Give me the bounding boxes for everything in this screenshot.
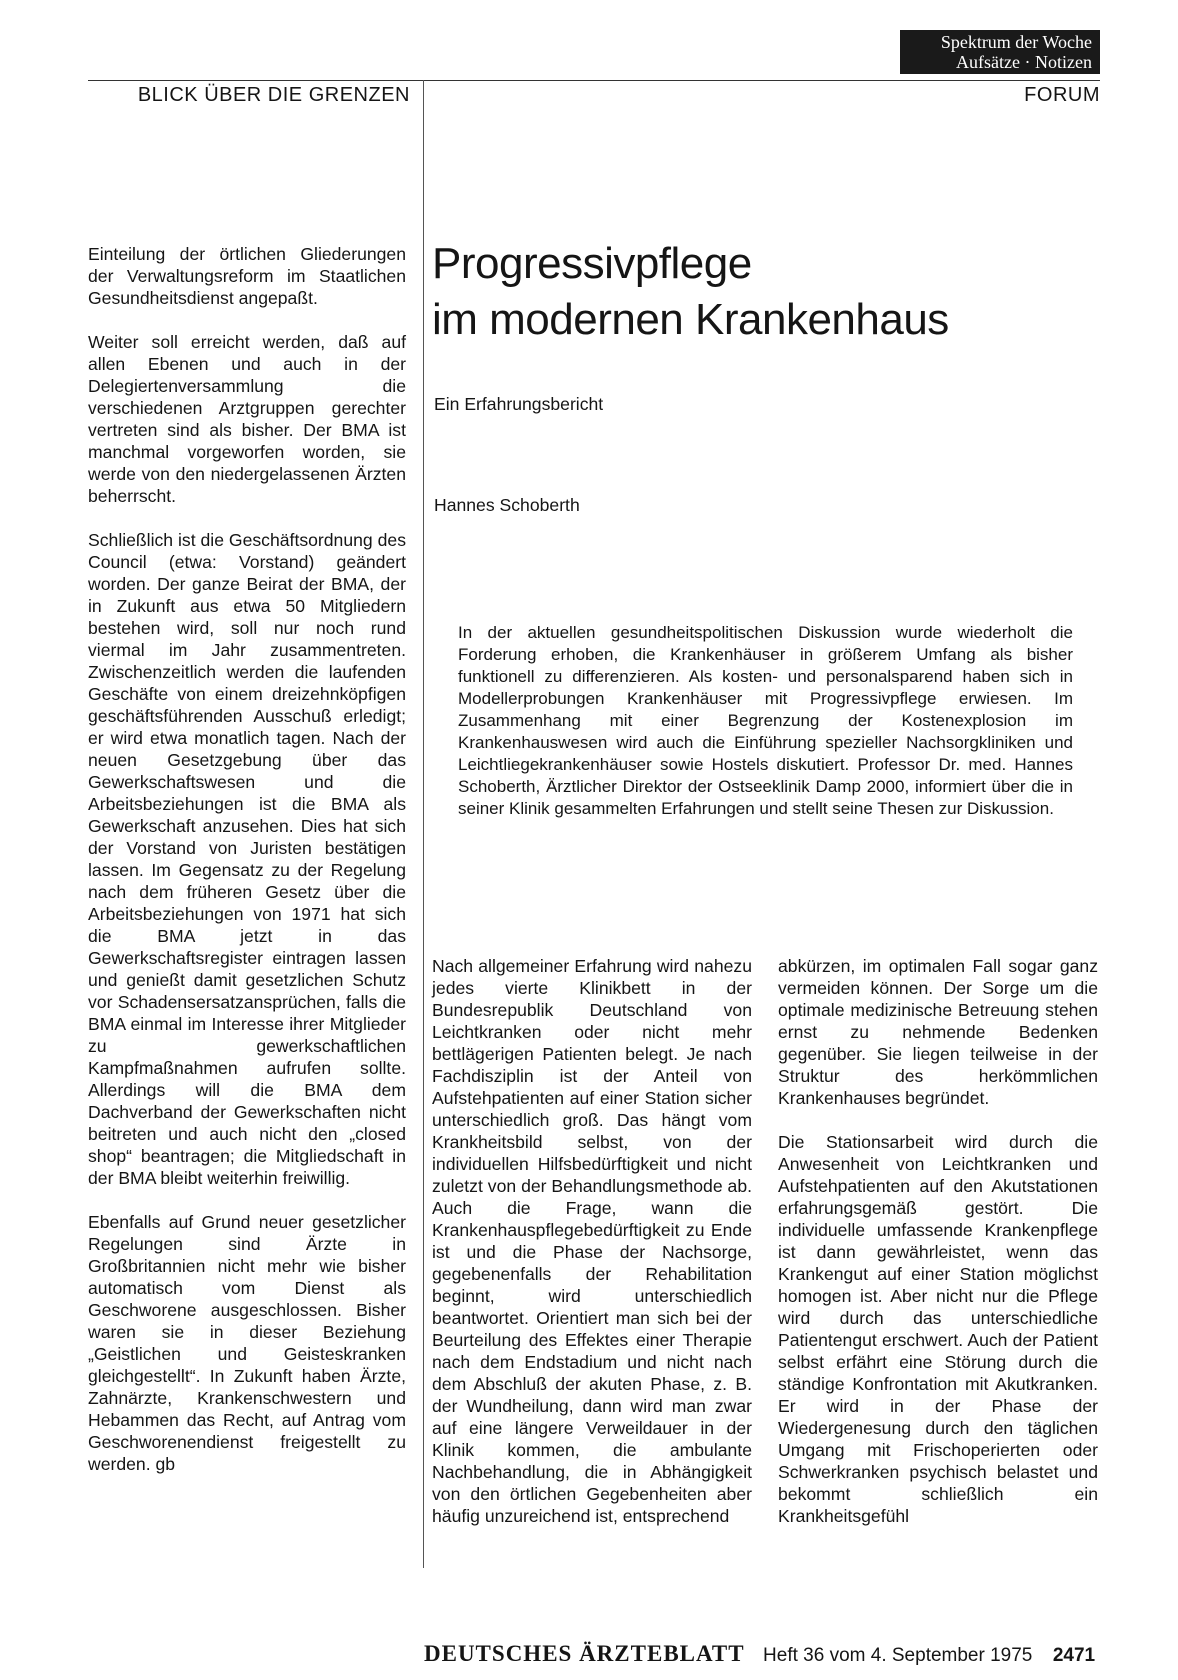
- title-line-2: im modernen Krankenhaus: [432, 295, 949, 344]
- publication-name: DEUTSCHES ÄRZTEBLATT: [424, 1641, 745, 1666]
- left-paragraph: Schließlich ist die Geschäftsordnung des Council (etwa: Vorstand) geändert worden. Der ganze Beirat der BMA, der in Zukunft aus etwa 50 Mitgliedern bestehen wird, soll nur noch rund viermal im Jahr zusammentreten. Zwischenzeitlich werden die laufenden Geschäfte von einem dreizehnköpfigen geschäftsführenden Ausschuß erledigt; er wird etwa monatlich tagen. Nach der neuen Gesetzgebung über das Gewerkschaftswesen und die Arbeitsbeziehungen ist die BMA als Gewerkschaft anzusehen. Dies hat sich der Vorstand von Juristen bestätigen lassen. Im Gegensatz zu der Regelung nach dem früheren Gesetz über die Arbeitsbeziehungen von 1971 hat sich die BMA jetzt in das Gewerkschaftsregister eintragen lassen und genießt damit gesetzlichen Schutz vor Schadensersatzansprüchen, falls die BMA einmal im Interesse ihrer Mitglieder zu gewerkschaftlichen Kampfmaßnahmen aufrufen sollte. Allerdings will die BMA dem Dachverband der Gewerkschaften nicht beitreten und auch nicht den „closed shop“ beantragen; die Mitgliedschaft in der BMA bleibt weiterhin freiwillig.: [88, 530, 406, 1188]
- badge-line-2: Aufsätze · Notizen: [956, 52, 1092, 72]
- body-paragraph: abkürzen, im optimalen Fall sogar ganz vermeiden können. Der Sorge um die optimale medizinische Betreuung stehen ernst zu nehmende Bedenken gegenüber. Sie liegen teilweise in der Struktur des herkömmlichen Krankenhauses begründet.: [778, 956, 1098, 1108]
- body-column-middle: [432, 955, 752, 1549]
- badge-line-1: Spektrum der Woche: [940, 32, 1092, 52]
- header-rule: [88, 80, 1100, 81]
- body-paragraph: Nach allgemeiner Erfahrung wird nahezu jedes vierte Klinikbett in der Bundesrepublik Deutschland von Leichtkranken oder nicht mehr bettlägerigen Patienten belegt. Je nach Fachdisziplin ist der Anteil von Aufstehpatienten auf einer Station sicher unterschiedlich groß. Das hängt vom Krankheitsbild selbst, von der individuellen Hilfsbedürftigkeit und nicht zuletzt von der Behandlungsmethode ab. Auch die Frage, wann die Krankenhauspflegebedürftigkeit zu Ende ist und die Phase der Nachsorge, gegebenenfalls der Rehabilitation beginnt, wird unterschiedlich beantwortet. Orientiert man sich bei der Beurteilung des Effektes einer Therapie nach dem Endstadium und nicht nach dem Abschluß der akuten Phase, z. B. der Wundheilung, dann wird man zwar auf eine längere Verweildauer in der Klinik kommen, die ambulante Nachbehandlung, die in Abhängigkeit von den örtlichen Gegebenheiten aber häufig unzureichend ist, entsprechend: [432, 956, 752, 1526]
- column-divider: [423, 80, 424, 1568]
- section-badge: [900, 30, 1100, 74]
- page-footer: [424, 1641, 1100, 1677]
- left-paragraph: Weiter soll erreicht werden, daß auf allen Ebenen und auch in der Delegiertenversammlung die verschiedenen Arztgruppen gerechter vertreten sind als bisher. Der BMA ist manchmal vorgeworfen worden, sie werde von den niedergelassenen Ärzten beherrscht.: [88, 332, 406, 506]
- page-number: 2471: [1052, 1645, 1096, 1666]
- left-paragraph: Ebenfalls auf Grund neuer gesetzlicher Regelungen sind Ärzte in Großbritannien nicht mehr wie bisher automatisch vom Dienst als Geschworene ausgeschlossen. Bisher waren sie in dieser Beziehung „Geistlichen und Geisteskranken gleichgestellt“. In Zukunft haben Ärzte, Zahnärzte, Krankenschwestern und Hebammen das Recht, auf Antrag vom Geschworenendienst freigestellt zu werden. gb: [88, 1212, 406, 1474]
- left-paragraph: Einteilung der örtlichen Gliederungen der Verwaltungsreform im Staatlichen Gesundheitsdienst angepaßt.: [88, 244, 406, 308]
- article-lead: In der aktuellen gesundheitspolitischen Diskussion wurde wiederholt die Forderung erhoben, die Krankenhäuser in größerem Umfang als bisher funktionell zu differenzieren. Als kosten- und personalsparend haben sich in Modellerprobungen Krankenhäuser mit Progressivpflege erwiesen. Im Zusammenhang mit einer Begrenzung der Kostenexplosion im Krankenhauswesen wird auch die Einführung spezieller Nachsorgkliniken und Leichtliegekrankenhäuser sowie Hostels diskutiert. Professor Dr. med. Hannes Schoberth, Ärztlicher Direktor der Ostseeklinik Damp 2000, informiert über die in seiner Klinik gesammelten Erfahrungen und stellt seine Thesen zur Diskussion.: [458, 623, 1073, 818]
- section-header-right: FORUM: [1024, 84, 1100, 106]
- issue-info: Heft 36 vom 4. September 1975: [763, 1645, 1033, 1666]
- article-subtitle: Ein Erfahrungsbericht: [434, 394, 604, 414]
- title-line-1: Progressivpflege: [432, 239, 752, 288]
- article-title: [432, 236, 1092, 348]
- body-paragraph: Die Stationsarbeit wird durch die Anwesenheit von Leichtkranken und Aufstehpatienten auf den Akutstationen erfahrungsgemäß gestört. Die individuelle umfassende Krankenpflege ist dann gewährleistet, wenn das Krankengut auf einer Station möglichst homogen ist. Aber nicht nur die Pflege wird durch das unterschiedliche Patientengut erschwert. Auch der Patient selbst erfährt eine Störung durch die ständige Konfrontation mit Akutkranken. Er wird in der Phase der Wiedergenesung durch den täglichen Umgang mit Frischoperierten oder Schwerkranken psychisch belastet und bekommt schließlich ein Krankheitsgefühl: [778, 1132, 1098, 1526]
- left-column: [88, 243, 406, 1497]
- body-column-right: [778, 955, 1098, 1549]
- section-header-left: BLICK ÜBER DIE GRENZEN: [137, 84, 410, 106]
- article-author: Hannes Schoberth: [434, 495, 580, 515]
